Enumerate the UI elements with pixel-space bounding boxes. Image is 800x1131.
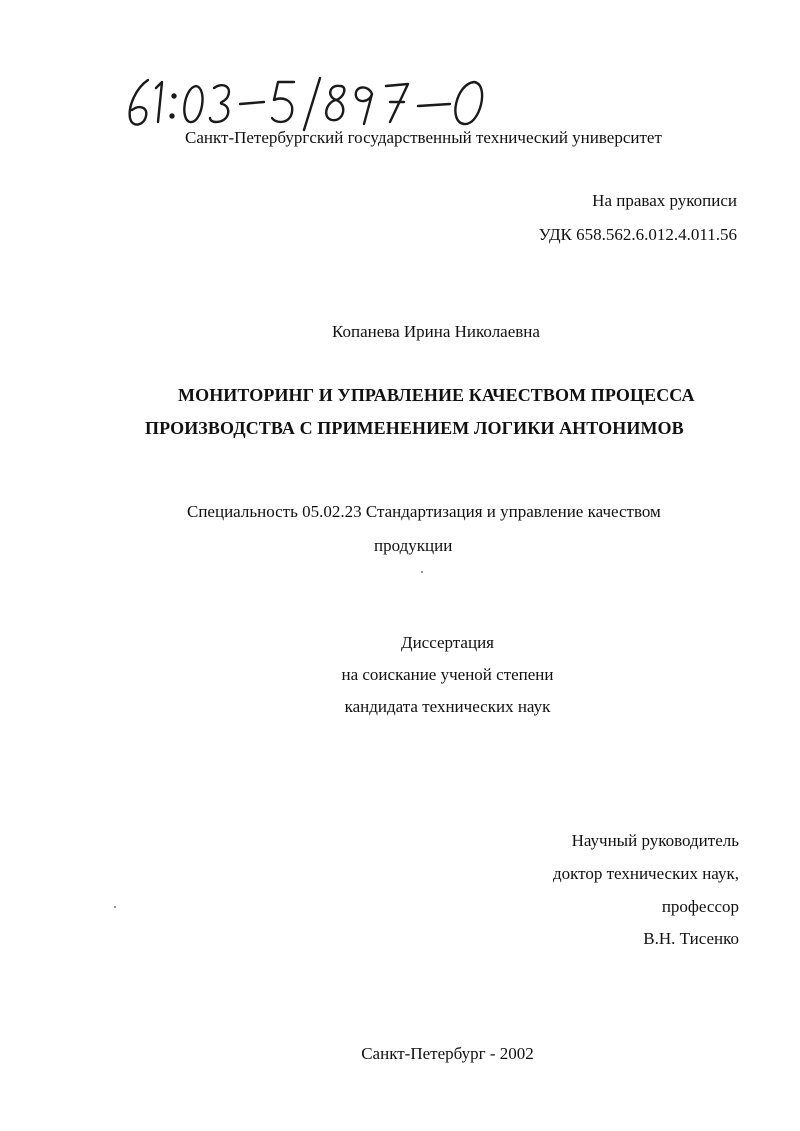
- manuscript-note: На правах рукописи: [592, 191, 737, 210]
- university-name: Санкт-Петербургский государственный технический университет: [185, 128, 662, 147]
- supervisor-rank: профессор: [661, 897, 739, 916]
- specialty-line-1: Специальность 05.02.23 Стандартизация и управление качеством: [187, 502, 661, 521]
- scan-speck: [421, 571, 423, 573]
- dissertation-label: Диссертация: [400, 633, 494, 652]
- udc-code: УДК 658.562.6.012.4.011.56: [538, 225, 737, 244]
- handwritten-code-drawing: [118, 72, 548, 134]
- supervisor-name: В.Н. Тисенко: [643, 929, 739, 948]
- degree-line-2: кандидата технических наук: [344, 697, 551, 716]
- supervisor-label: Научный руководитель: [571, 831, 739, 850]
- supervisor-degree: доктор технических наук,: [552, 864, 739, 883]
- degree-line-1: на соискание ученой степени: [341, 665, 554, 684]
- scan-speck: [114, 906, 116, 908]
- thesis-title-line-2: ПРОИЗВОДСТВА С ПРИМЕНЕНИЕМ ЛОГИКИ АНТОНИМОВ: [145, 418, 684, 438]
- thesis-title-line-1: МОНИТОРИНГ И УПРАВЛЕНИЕ КАЧЕСТВОМ ПРОЦЕССА: [178, 385, 695, 405]
- author-name: Копанева Ирина Николаевна: [332, 322, 540, 341]
- handwritten-archive-code: [118, 72, 548, 134]
- specialty-line-2: продукции: [374, 536, 453, 555]
- city-year: Санкт-Петербург - 2002: [361, 1044, 534, 1063]
